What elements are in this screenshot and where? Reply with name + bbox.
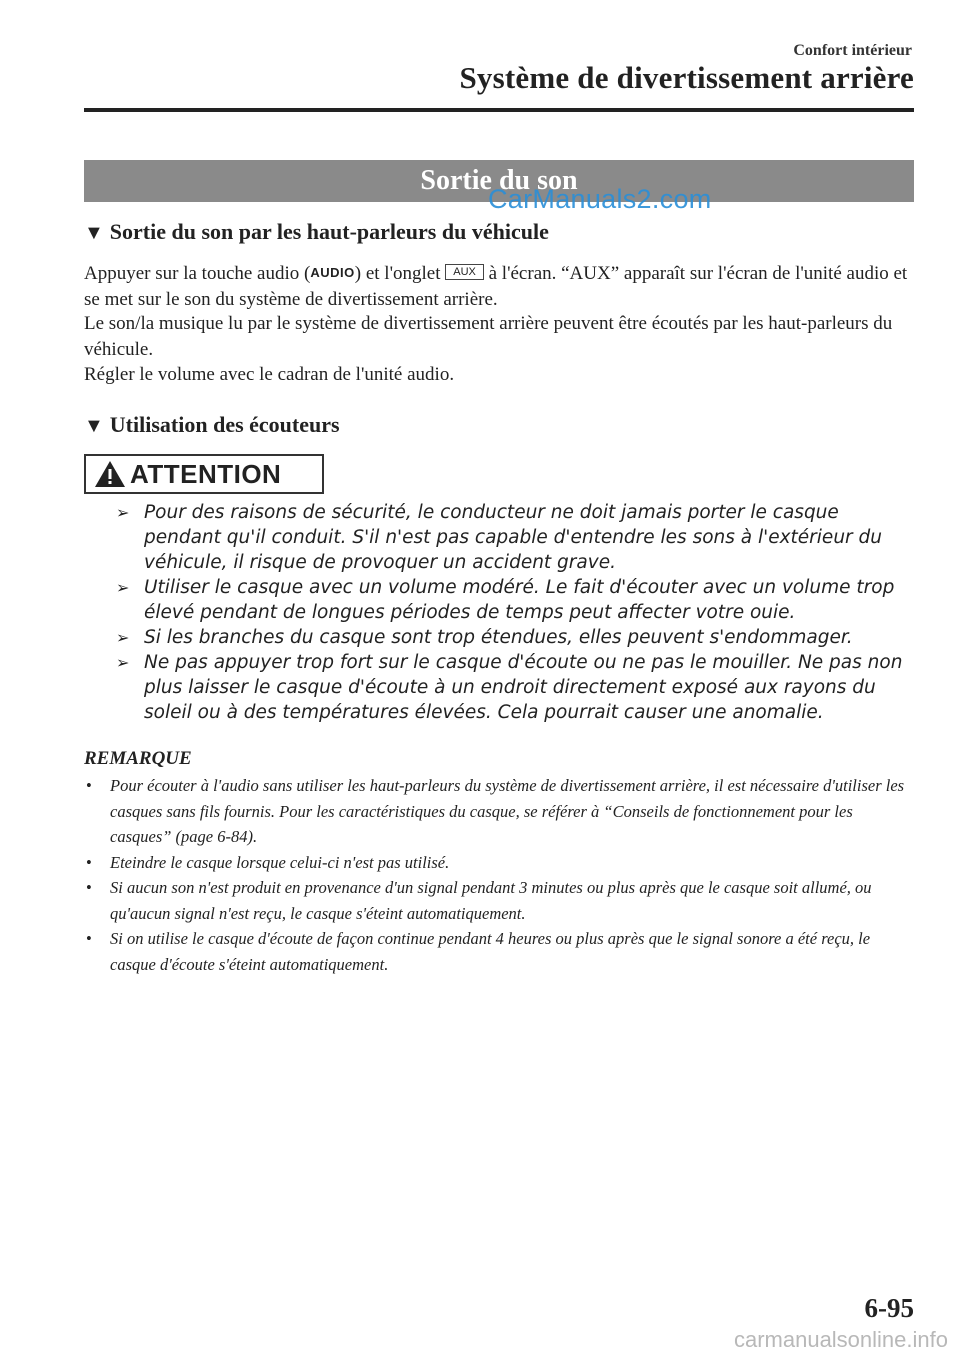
bullet-icon: • xyxy=(86,852,92,872)
header-rule xyxy=(84,108,914,112)
section1-heading-text: Sortie du son par les haut-parleurs du véhicule xyxy=(109,219,549,244)
section2-heading xyxy=(84,412,340,438)
remarque-item-text: Si aucun son n'est produit en provenance d'un signal pendant 3 minutes ou plus après que le casque soit allumé, ou qu'aucun signal n'est reçu, le casque s'éteint automatiquement. xyxy=(110,878,872,923)
arrowhead-icon: ➢ xyxy=(116,578,130,597)
list-item xyxy=(86,926,916,977)
list-item xyxy=(116,650,916,725)
attention-item-text: Si les branches du casque sont trop étendues, elles peuvent s'endommager. xyxy=(144,627,853,648)
page-number: 6-95 xyxy=(864,1293,914,1323)
list-item xyxy=(86,850,916,876)
section1-paragraph1 xyxy=(84,260,914,312)
attention-item-text: Pour des raisons de sécurité, le conducteur ne doit jamais porter le casque pendant qu'il conduit. S'il n'est pas capable d'entendre les sons à l'extérieur du véhicule, il risque de provoquer un accident grave. xyxy=(144,502,882,573)
remarque-list xyxy=(86,773,916,977)
attention-box xyxy=(84,454,324,494)
p1-text-a: Appuyer sur la touche audio ( xyxy=(84,263,311,284)
section2-heading-text: Utilisation des écouteurs xyxy=(109,412,340,437)
arrowhead-icon: ➢ xyxy=(116,503,130,522)
arrowhead-icon: ➢ xyxy=(116,628,130,647)
arrowhead-icon: ➢ xyxy=(116,653,130,672)
list-item xyxy=(86,773,916,850)
attention-item-text: Utiliser le casque avec un volume modéré. Le fait d'écouter avec un volume trop élevé pendant de longues périodes de temps peut affecter votre ouie. xyxy=(144,577,895,623)
audio-key-icon: AUDIO xyxy=(310,265,355,280)
header-section-label: Confort intérieur xyxy=(793,42,912,59)
band-title: Sortie du son xyxy=(420,165,578,196)
p1-text-c: à l'écran. “AUX” apparaît sur l'écran de l'unité audio et se met sur le son du système de divertissement arrière. xyxy=(84,263,908,310)
triangle-down-icon: ▼ xyxy=(84,222,104,244)
section1-heading xyxy=(84,219,549,245)
bullet-icon: • xyxy=(86,776,92,795)
bullet-icon: • xyxy=(86,929,92,948)
attention-label: ATTENTION xyxy=(130,458,282,489)
list-item xyxy=(116,625,916,650)
remarque-item-text: Si on utilise le casque d'écoute de façon continue pendant 4 heures ou plus après que le signal sonore a été reçu, le casque d'écoute s'éteint automatiquement. xyxy=(110,929,871,974)
bullet-icon: • xyxy=(86,878,92,897)
list-item xyxy=(116,575,916,625)
p1-text-b: ) et l'onglet xyxy=(354,263,441,284)
attention-item-text: Ne pas appuyer trop fort sur le casque d'écoute ou ne pas le mouiller. Ne pas non plus laisser le casque d'écoute à un endroit directement exposé aux rayons du soleil ou à des températures élevées. Cela pourrait causer une anomalie. xyxy=(144,652,903,723)
triangle-down-icon: ▼ xyxy=(84,415,104,437)
section1-paragraph3: Régler le volume avec le cadran de l'unité audio. xyxy=(84,364,455,385)
header-title: Système de divertissement arrière xyxy=(459,60,914,95)
section1-paragraph2: Le son/la musique lu par le système de divertissement arrière peuvent être écoutés par les haut-parleurs du véhicule. xyxy=(84,313,893,360)
list-item xyxy=(116,500,916,575)
remarque-label: REMARQUE xyxy=(84,748,192,769)
attention-list xyxy=(116,500,916,725)
footer-watermark: carmanualsonline.info xyxy=(733,1327,948,1352)
list-item xyxy=(86,875,916,926)
watermark-text: CarManuals2.com xyxy=(488,184,712,214)
aux-tab-icon: AUX xyxy=(445,264,484,280)
remarque-item-text: Pour écouter à l'audio sans utiliser les haut-parleurs du système de divertissement arrière, il est nécessaire d'utiliser les casques sans fils fournis. Pour les caractéristiques du casque, se référer à “Conseils de fonctionnement pour les casques” (page 6-84). xyxy=(110,776,905,846)
warning-icon xyxy=(94,460,126,488)
remarque-item-text: Eteindre le casque lorsque celui-ci n'est pas utilisé. xyxy=(110,852,450,872)
